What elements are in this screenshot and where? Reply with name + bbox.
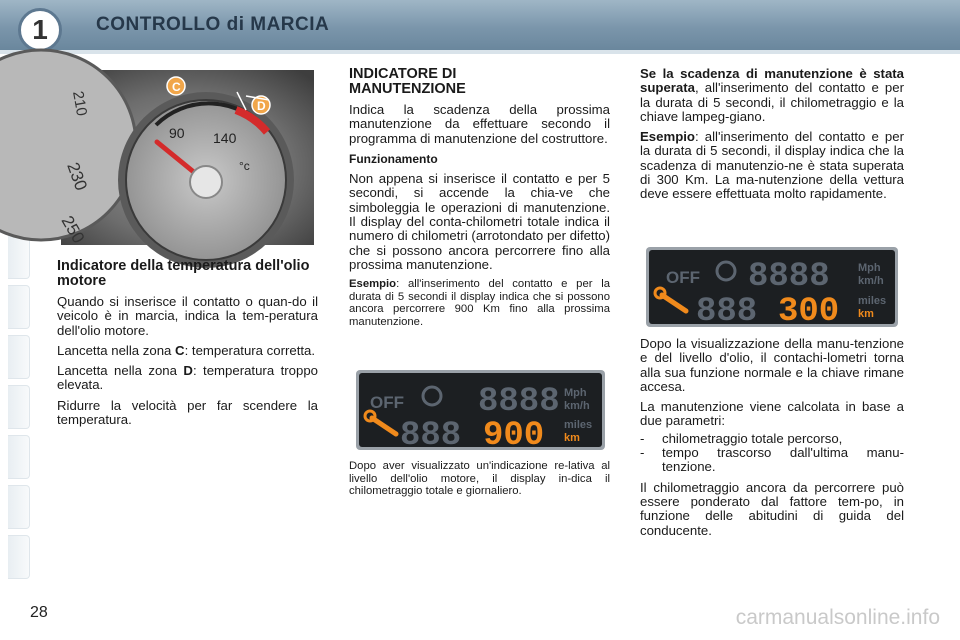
right-column-bottom bbox=[640, 337, 904, 544]
odometer-display-900 bbox=[356, 370, 605, 455]
gauge-unit: °c bbox=[239, 159, 250, 173]
watermark: carmanualsonline.info bbox=[735, 606, 940, 629]
speed-label-250: 250 bbox=[57, 212, 89, 247]
chapter-tab-6[interactable] bbox=[8, 335, 30, 379]
list-item bbox=[640, 446, 904, 475]
overdue-bold: Se la scadenza di manutenzione è stata superata bbox=[640, 66, 904, 96]
zone-c-prefix: Lancetta nella zona bbox=[57, 342, 176, 358]
off-label: OFF bbox=[666, 268, 700, 287]
zone-marker-d-label: D bbox=[257, 99, 266, 113]
chapter-tab-7[interactable] bbox=[8, 385, 30, 429]
bottom-left-digits: 888 bbox=[400, 417, 462, 455]
zone-c-paragraph bbox=[57, 344, 318, 358]
top-digits: 8888 bbox=[478, 383, 560, 421]
unit-miles: miles bbox=[858, 295, 887, 307]
list-dash: - bbox=[640, 430, 645, 446]
gauge-tick-90: 90 bbox=[169, 125, 185, 141]
parameters-intro: La manutenzione viene calcolata in base a due parametri: bbox=[640, 399, 904, 429]
after-display-paragraph: Dopo la visualizzazione della manu-tenzione e del livello d'olio, il contachi-lometri torna alla sua funzione normale e la chiave rimane accesa. bbox=[640, 336, 904, 394]
zone-d-suffix: : temperatura troppo elevata. bbox=[57, 363, 318, 393]
off-label: OFF bbox=[370, 393, 404, 412]
unit-mph: Mph bbox=[858, 262, 881, 274]
chapter-tab-9[interactable] bbox=[8, 485, 30, 529]
maintenance-value: 900 bbox=[483, 417, 545, 455]
zone-d-prefix: Lancetta nella zona bbox=[57, 363, 184, 379]
example-300-label: Esempio bbox=[640, 129, 695, 145]
chapter-tab-5[interactable] bbox=[8, 285, 30, 329]
oil-temperature-intro: Quando si inserisce il contatto o quan-do il veicolo è in marcia, indica la tem-peratura dell'olio motore. bbox=[57, 294, 318, 338]
chapter-tab-10[interactable] bbox=[8, 535, 30, 579]
overdue-paragraph bbox=[640, 67, 904, 124]
unit-kmh: km/h bbox=[564, 400, 590, 412]
header-divider bbox=[0, 50, 960, 54]
display-caption-text: Dopo aver visualizzato un'indicazione re-lativa al livello dell'olio motore, il display in-dica il chilometraggio totale e giornaliero. bbox=[349, 460, 610, 498]
zone-marker-c-label: C bbox=[172, 80, 181, 94]
parameters-list bbox=[640, 432, 904, 475]
zone-c-suffix: : temperatura corretta. bbox=[184, 342, 316, 358]
display-caption bbox=[349, 460, 610, 504]
reduce-speed-paragraph: Ridurre la velocità per far scendere la temperatura. bbox=[57, 397, 318, 428]
unit-km: km bbox=[564, 432, 580, 444]
zone-d-paragraph bbox=[57, 364, 318, 393]
list-dash: - bbox=[640, 445, 645, 461]
oil-temperature-gauge-image bbox=[57, 70, 314, 247]
bottom-left-digits: 888 bbox=[696, 293, 758, 331]
zone-c-letter: C bbox=[175, 342, 185, 358]
page-title: CONTROLLO di MARCIA bbox=[96, 14, 330, 35]
example-text: : all'inserimento del contatto e per la durata di 5 secondi il display indica che si possono ancora percorrere 900 Km fino alla prossima manutenzione. bbox=[349, 278, 610, 329]
list-item-text: chilometraggio totale percorso, bbox=[662, 430, 843, 446]
page-number: 28 bbox=[30, 604, 48, 621]
maintenance-intro: Indica la scadenza della prossima manutenzione da effettuare secondo il programma di manutenzione del costruttore. bbox=[349, 102, 610, 146]
unit-km: km bbox=[858, 308, 874, 320]
gauge-tick-140: 140 bbox=[213, 130, 237, 146]
example-label: Esempio bbox=[349, 278, 397, 291]
speed-label-top: 210 bbox=[69, 89, 91, 118]
left-column bbox=[57, 259, 318, 433]
chapter-number-badge: 1 bbox=[18, 8, 62, 52]
maintenance-value: 300 bbox=[778, 293, 840, 331]
unit-kmh: km/h bbox=[858, 275, 884, 287]
operation-subheading: Funzionamento bbox=[349, 151, 438, 166]
example-300-paragraph bbox=[640, 130, 904, 201]
weighting-paragraph: Il chilometraggio ancora da percorrere può essere ponderato dal fattore tem-po, in funzione delle abitudini di guida del conducente. bbox=[640, 479, 904, 538]
oil-temperature-heading: Indicatore della temperatura dell'olio motore bbox=[57, 258, 310, 289]
chapter-tab-8[interactable] bbox=[8, 435, 30, 479]
operation-paragraph: Non appena si inserisce il contatto e per 5 secondi, si accende la chia-ve che simboleggia le operazioni di manutenzione. Il display del conta-chilometri totale indica il numero di chilometri (arrotondato per difetto) che si possono ancora percorrere fino alla prossima manutenzione. bbox=[349, 171, 610, 272]
needle-hub bbox=[190, 166, 222, 198]
example-300-text: : all'inserimento del contatto e per la durata di 5 secondi, il display indica che la scadenza di manutenzio-ne è stata superata di 300 Km. La ma-nutenzione della vettura deve essere effettuata molto rapidamente. bbox=[640, 129, 904, 202]
chapter-tab-4[interactable] bbox=[8, 235, 30, 279]
middle-column bbox=[349, 67, 610, 335]
unit-mph: Mph bbox=[564, 387, 587, 399]
maintenance-indicator-heading: INDICATORE DI MANUTENZIONE bbox=[349, 66, 466, 97]
odometer-display-300 bbox=[646, 247, 898, 331]
overdue-rest: , all'inserimento del contatto e per la durata di 5 secondi, il chilometraggio e la chiave lampeg-giano. bbox=[640, 80, 904, 124]
unit-miles: miles bbox=[564, 419, 593, 431]
list-item bbox=[640, 432, 904, 446]
speed-label-230: 230 bbox=[63, 159, 91, 194]
right-column-top bbox=[640, 67, 904, 208]
top-digits: 8888 bbox=[748, 258, 830, 296]
zone-d-letter: D bbox=[183, 363, 193, 379]
list-item-text: tempo trascorso dall'ultima manu-tenzione. bbox=[662, 445, 904, 475]
example-900-paragraph bbox=[349, 278, 610, 328]
